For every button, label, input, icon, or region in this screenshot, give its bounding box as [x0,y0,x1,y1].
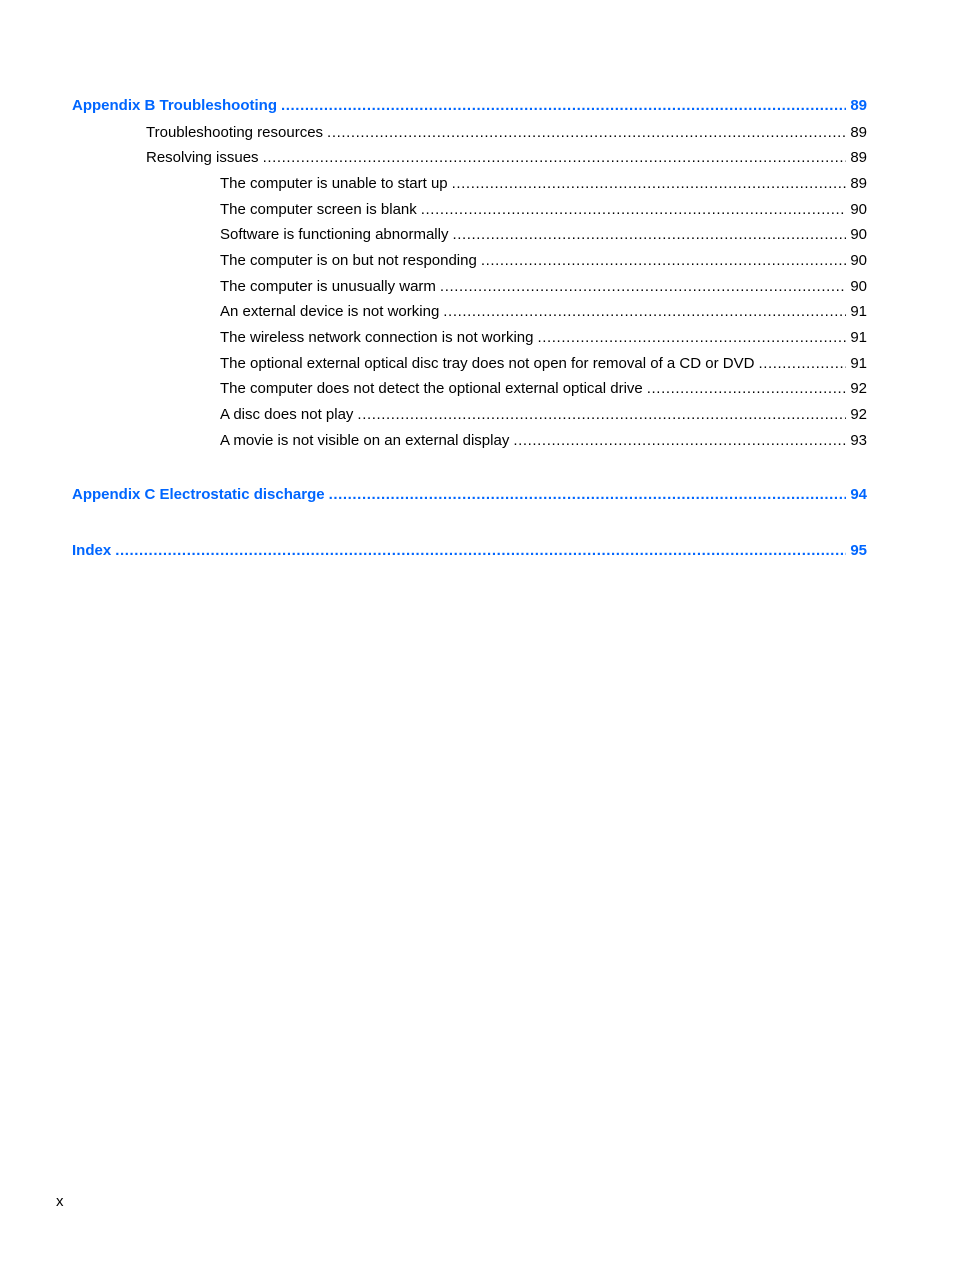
toc-entry-movie-not-visible[interactable] [220,432,867,450]
toc-dot-leader [513,432,846,450]
toc-entry-title: A disc does not play [220,406,354,423]
toc-entry-page: 89 [850,97,867,114]
toc-entry-page: 95 [850,542,867,559]
toc-entry-page: 89 [850,124,867,141]
toc-entry-page: 89 [850,149,867,166]
toc-dot-leader [537,329,846,347]
toc-entry-page: 90 [850,278,867,295]
toc-dot-leader [647,380,847,398]
toc-entry-resolving-issues[interactable] [146,149,867,167]
toc-entry-page: 90 [850,252,867,269]
toc-entry-optical-drive[interactable] [220,380,867,398]
toc-entry-page: 91 [850,329,867,346]
toc-entry-title: The computer is on but not responding [220,252,477,269]
toc-entry-unusually-warm[interactable] [220,278,867,296]
toc-dot-leader [115,542,846,560]
toc-entry-index[interactable] [72,542,867,560]
toc-dot-leader [357,406,846,424]
toc-dot-leader [421,201,847,219]
toc-entry-title: A movie is not visible on an external display [220,432,510,449]
toc-entry-page: 89 [850,175,867,192]
toc-entry-title: The computer is unusually warm [220,278,436,295]
toc-entry-software-abnormal[interactable] [220,226,867,244]
toc-entry-page: 90 [850,201,867,218]
toc-entry-title: The computer screen is blank [220,201,417,218]
toc-entry-title: An external device is not working [220,303,440,320]
toc-entry-troubleshooting-resources[interactable] [146,124,867,142]
toc-entry-page: 92 [850,380,867,397]
toc-dot-leader [452,226,846,244]
page-number: x [56,1193,64,1210]
toc-entry-wireless-connection[interactable] [220,329,867,347]
toc-entry-page: 93 [850,432,867,449]
toc-dot-leader [443,303,846,321]
toc-entry-not-responding[interactable] [220,252,867,270]
toc-entry-screen-blank[interactable] [220,201,867,219]
toc-dot-leader [263,149,847,167]
toc-entry-title: The wireless network connection is not working [220,329,534,346]
toc-entry-title: The optional external optical disc tray does not open for removal of a CD or DVD [220,355,755,372]
toc-dot-leader [329,486,847,504]
toc-dot-leader [481,252,846,270]
toc-entry-title: Resolving issues [146,149,259,166]
toc-entry-page: 91 [850,303,867,320]
toc-entry-page: 94 [850,486,867,503]
toc-dot-leader [452,175,847,193]
toc-entry-title: Appendix C Electrostatic discharge [72,486,325,503]
toc-dot-leader [281,97,846,115]
toc-entry-title: Appendix B Troubleshooting [72,97,277,114]
toc-entry-title: Troubleshooting resources [146,124,324,141]
toc-entry-page: 90 [850,226,867,243]
toc-entry-external-device[interactable] [220,303,867,321]
toc-entry-unable-to-start[interactable] [220,175,867,193]
toc-dot-leader [440,278,846,296]
toc-entry-title: Index [72,542,112,559]
toc-entry-title: The computer is unable to start up [220,175,448,192]
toc-entry-disc-not-play[interactable] [220,406,867,424]
toc-entry-page: 92 [850,406,867,423]
toc-entry-appendix-c[interactable] [72,486,867,504]
toc-dot-leader [327,124,846,142]
toc-entry-page: 91 [850,355,867,372]
toc-entry-title: The computer does not detect the optional external optical drive [220,380,643,397]
toc-entry-title: Software is functioning abnormally [220,226,449,243]
toc-entry-disc-tray[interactable] [220,355,867,373]
toc-entry-appendix-b[interactable] [72,97,867,115]
toc-dot-leader [758,355,846,373]
